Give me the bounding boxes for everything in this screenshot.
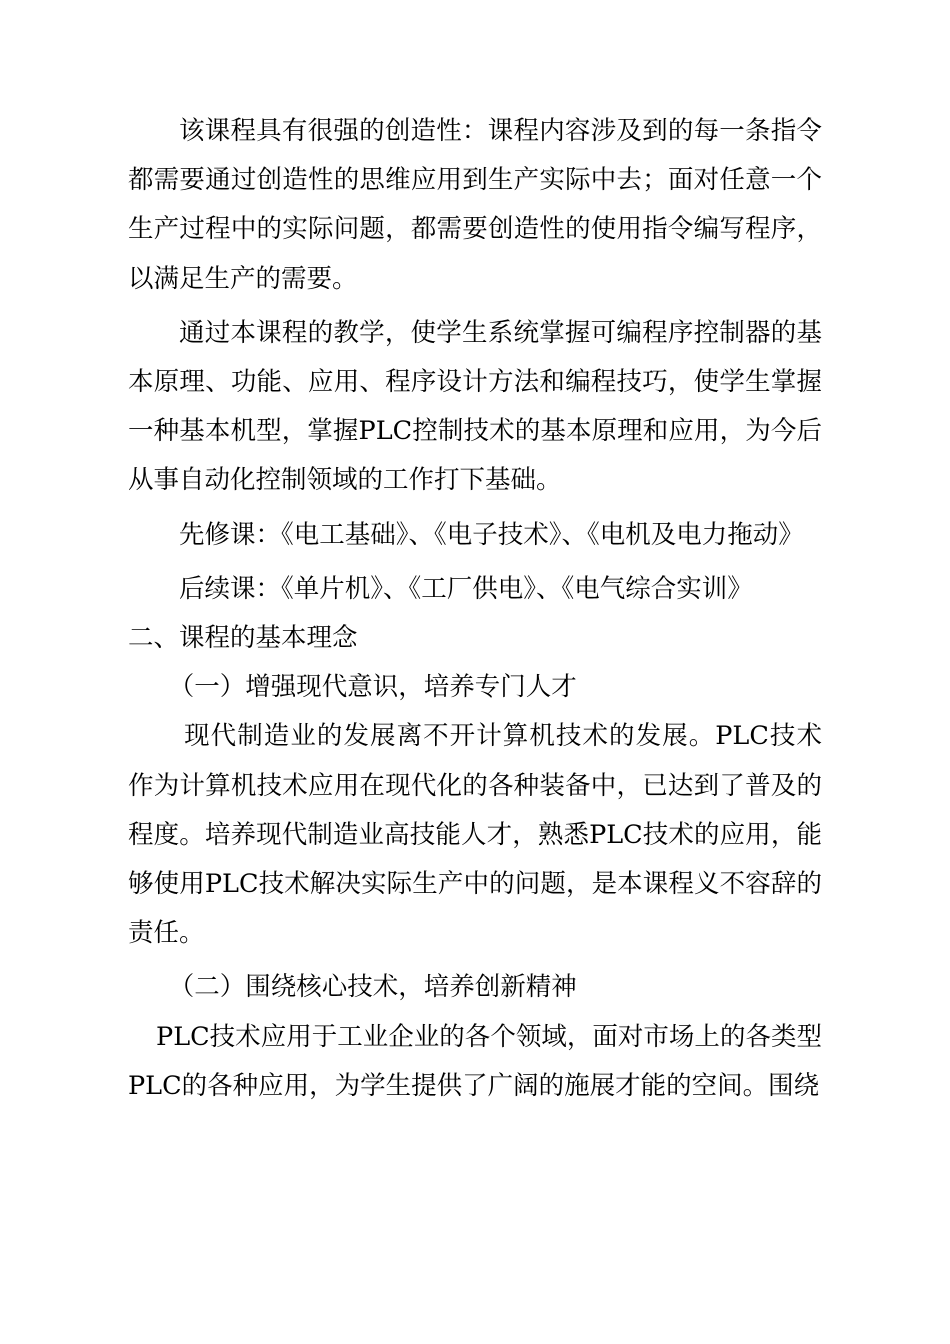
paragraph-creativity: 该课程具有很强的创造性：课程内容涉及到的每一条指令都需要通过创造性的思维应用到生产实际中去；面对任意一个生产过程中的实际问题，都需要创造性的使用指令编写程序，以满足生产的需要。	[128, 116, 822, 294]
paragraph-plc-application: PLC技术应用于工业企业的各个领域，面对市场上的各类型PLC的各种应用，为学生提供了广阔的施展才能的空间。围绕	[128, 1021, 822, 1101]
document-body	[128, 107, 822, 1111]
paragraph-prerequisites: 先修课：《电工基础》、《电子技术》、《电机及电力拖动》	[179, 519, 804, 550]
paragraph-modern-manufacturing: 现代制造业的发展离不开计算机技术的发展。PLC技术作为计算机技术应用在现代化的各种装备中，已达到了普及的程度。培养现代制造业高技能人才，熟悉PLC技术的应用，能够使用PLC技术解决实际生产中的问题，是本课程义不容辞的责任。	[128, 721, 822, 949]
subsection-heading-core-technology: （二）围绕核心技术，培养创新精神	[168, 972, 577, 1003]
section-heading-basic-concepts: 二、课程的基本理念	[128, 623, 358, 654]
paragraph-followup-courses: 后续课：《单片机》、《工厂供电》、《电气综合实训》	[179, 573, 753, 604]
subsection-heading-modern-awareness: （一）增强现代意识，培养专门人才	[168, 672, 577, 703]
paragraph-teaching-goals: 通过本课程的教学，使学生系统掌握可编程序控制器的基本原理、功能、应用、程序设计方法和编程技巧，使学生掌握一种基本机型，掌握PLC控制技术的基本原理和应用，为今后从事自动化控制领域的工作打下基础。	[128, 317, 822, 496]
